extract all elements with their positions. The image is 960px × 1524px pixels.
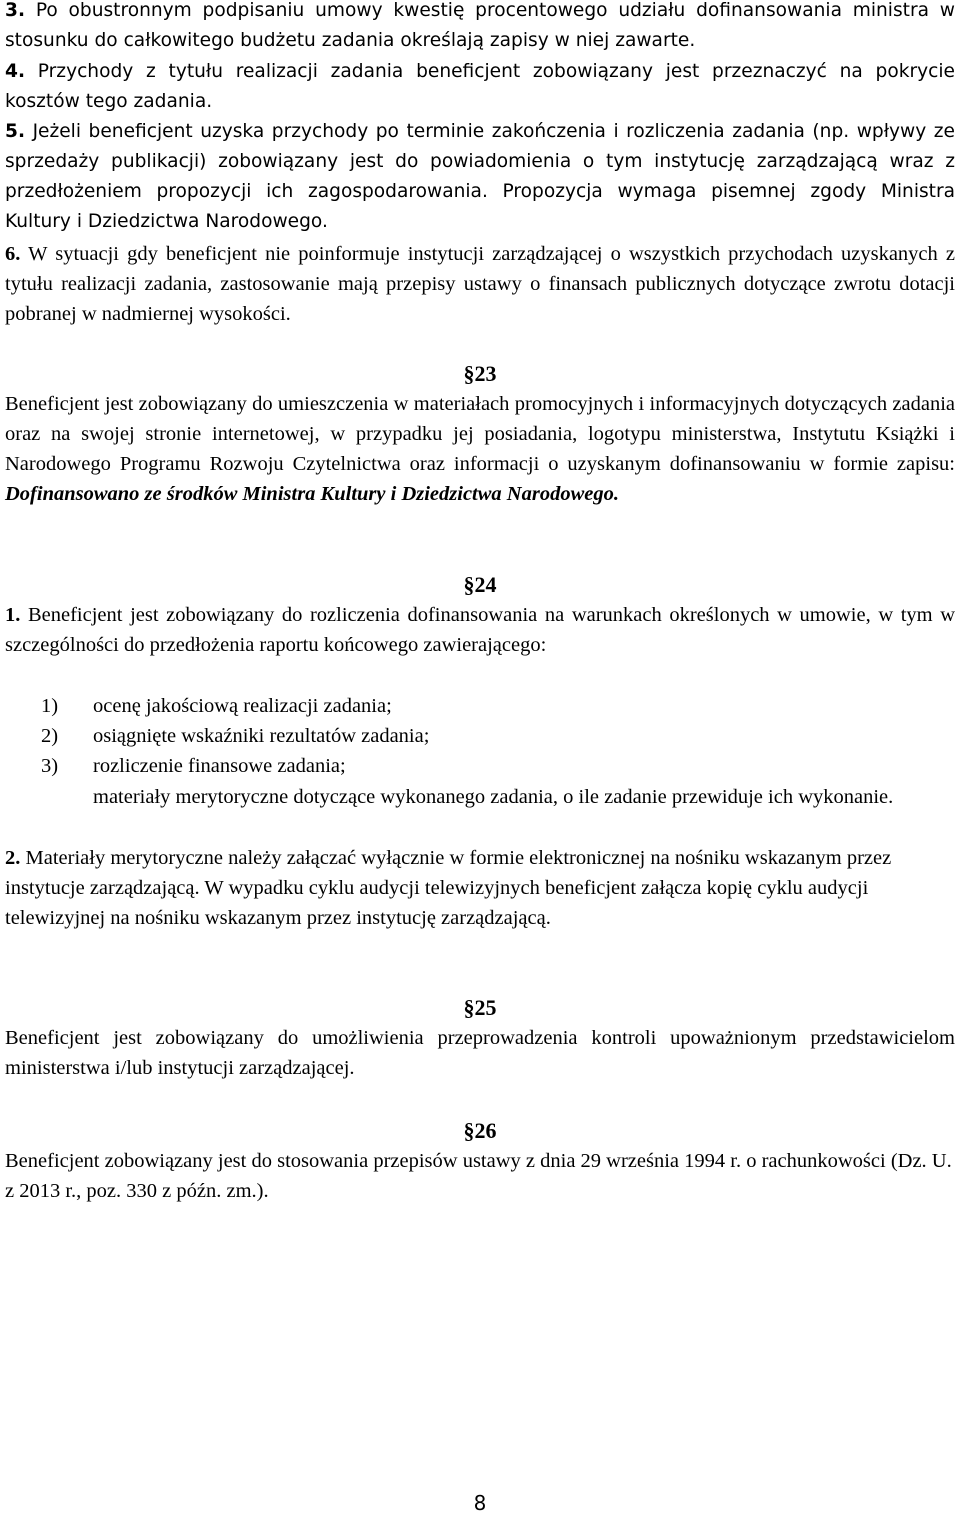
list-item — [5, 782, 955, 812]
paragraph-text: Przychody z tytułu realizacji zadania beneficjent zobowiązany jest przeznaczyć na pokrycie kosztów tego zadania. — [5, 61, 955, 112]
section-26-body: Beneficjent zobowiązany jest do stosowania przepisów ustawy z dnia 29 września 1994 r. o rachunkowości (Dz. U. z 2013 r., poz. 330 z późn. zm.). — [5, 1150, 952, 1202]
section-heading-25: §25 — [463, 995, 497, 1020]
paragraph-3 — [5, 0, 955, 56]
paragraph-6 — [5, 239, 955, 329]
list-item-text: rozliczenie finansowe zadania; — [93, 755, 346, 777]
section-23-body — [5, 389, 955, 509]
section-25-body: Beneficjent jest zobowiązany do umożliwienia przeprowadzenia kontroli upoważnionym przedstawicielom ministerstwa i/lub instytucji zarządzającej. — [5, 1027, 955, 1079]
paragraph-4 — [5, 57, 955, 117]
paragraph-text: Beneficjent jest zobowiązany do rozliczenia dofinansowania na warunkach określonych w umowie, w tym w szczególności do przedłożenia raportu końcowego zawierającego: — [5, 604, 956, 656]
list-item-text: osiągnięte wskaźniki rezultatów zadania; — [93, 725, 430, 747]
paragraph-number: 1. — [5, 604, 21, 626]
paragraph-text: Po obustronnym podpisaniu umowy kwestię procentowego udziału dofinansowania ministra w stosunku do całkowitego budżetu zadania określają zapisy w niej zawarte. — [5, 0, 955, 51]
list-item — [5, 691, 955, 721]
section-heading-26: §26 — [463, 1118, 497, 1143]
list-item-number — [5, 782, 93, 812]
section-heading-23: §23 — [463, 361, 497, 386]
paragraph-5 — [5, 117, 955, 237]
paragraph-text: Materiały merytoryczne należy załączać wyłącznie w formie elektronicznej na nośniku wskazanym przez instytucje zarządzającą. W wypadku cyklu audycji telewizyjnych beneficjent załącza kopię cyklu audycji telewizyjnej na nośniku wskazanym przez instytucję zarządzającą. — [5, 847, 892, 929]
paragraph-number: 6. — [5, 243, 21, 265]
paragraph-text: W sytuacji gdy beneficjent nie poinformuje instytucji zarządzającej o wszystkich przychodach uzyskanych z tytułu realizacji zadania, zastosowanie mają przepisy ustawy o finansach publicznych dotyczące zwrotu dotacji pobranej w nadmiernej wysokości. — [5, 243, 955, 325]
funding-formula: Dofinansowano ze środków Ministra Kultury i Dziedzictwa Narodowego. — [5, 483, 619, 505]
section-24-paragraph-2 — [5, 843, 955, 933]
section-text: Beneficjent jest zobowiązany do umieszczenia w materiałach promocyjnych i informacyjnych dotyczących zadania oraz na swojej stronie internetowej, w przypadku jej posiadania, logotypu ministerstwa, Instytutu Książki i Narodowego Programu Rozwoju Czytelnictwa oraz informacji o uzyskanym dofinansowaniu w formie zapisu: — [5, 393, 955, 475]
list-item-number: 1) — [41, 695, 59, 717]
paragraph-number: 3. — [5, 0, 26, 21]
list-item — [5, 751, 955, 781]
list-item-number: 3) — [41, 755, 59, 777]
list-item-text: ocenę jakościową realizacji zadania; — [93, 695, 392, 717]
list-item — [5, 721, 955, 751]
page-number: 8 — [473, 1491, 487, 1515]
paragraph-number: 4. — [5, 61, 26, 82]
list-item-text: materiały merytoryczne dotyczące wykonanego zadania, o ile zadanie przewiduje ich wykonanie. — [93, 786, 894, 808]
paragraph-number: 2. — [5, 847, 21, 869]
list-item-number: 2) — [41, 725, 59, 747]
section-heading-24: §24 — [463, 572, 497, 597]
paragraph-text: Jeżeli beneficjent uzyska przychody po terminie zakończenia i rozliczenia zadania (np. wpływy ze sprzedaży publikacji) zobowiązany jest do powiadomienia o tym instytucję zarządzającą wraz z przedłożeniem propozycji ich zagospodarowania. Propozycja wymaga pisemnej zgody Ministra Kultury i Dziedzictwa Narodowego. — [5, 121, 955, 232]
section-24-paragraph-1 — [5, 600, 955, 660]
paragraph-number: 5. — [5, 121, 26, 142]
